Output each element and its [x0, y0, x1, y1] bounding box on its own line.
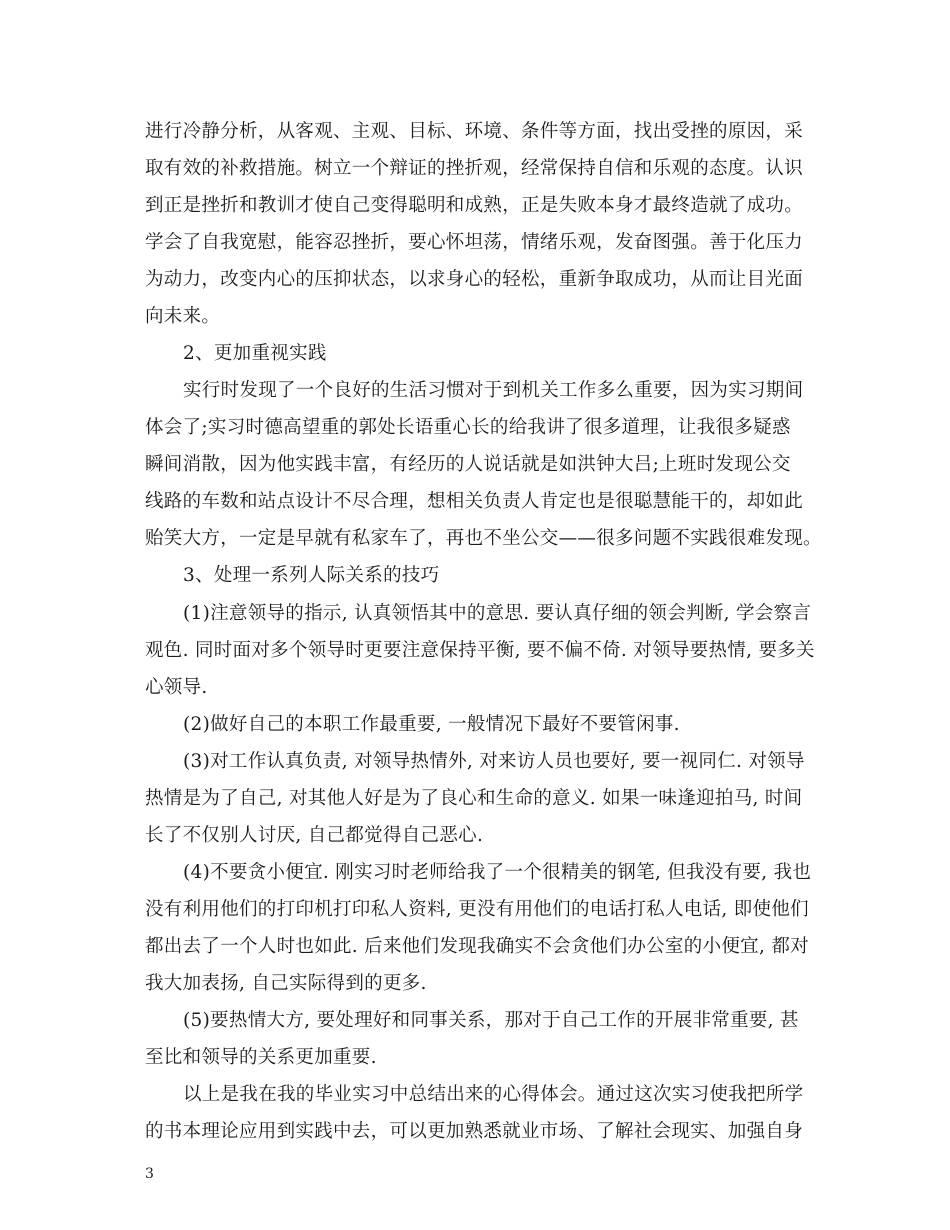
text-line: 瞬间消散，因为他实践丰富，有经历的人说话就是如洪钟大吕;上班时发现公交	[145, 454, 791, 475]
text-line: 向未来。	[145, 306, 221, 327]
section-heading: 2、更加重视实践	[183, 343, 327, 364]
text-line: 线路的车数和站点设计不尽合理，想相关负责人肯定也是很聪慧能干的，却如此	[145, 491, 804, 512]
text-line: 至比和领导的关系更加重要.	[145, 1047, 377, 1068]
text-line: (3)对工作认真负责, 对领导热情外, 对来访人员也要好, 要一视同仁. 对领导	[183, 751, 805, 772]
text-line: 进行冷静分析，从客观、主观、目标、环境、条件等方面，找出受挫的原因，采	[145, 121, 804, 142]
text-line: (1)注意领导的指示, 认真领悟其中的意思. 要认真仔细的领会判断, 学会察言	[183, 603, 812, 624]
text-line: 贻笑大方，一定是早就有私家车了，再也不坐公交——很多问题不实践很难发现。	[145, 528, 822, 549]
page-number: 3	[145, 1166, 154, 1182]
text-line: 观色. 同时面对多个领导时更要注意保持平衡, 要不偏不倚. 对领导要热情, 要多关	[145, 640, 815, 661]
text-line: 都出去了一个人时也如此. 后来他们发现我确实不会贪他们办公室的小便宜, 都对	[145, 936, 809, 957]
text-line: 以上是我在我的毕业实习中总结出来的心得体会。通过这次实习使我把所学	[183, 1084, 804, 1105]
text-line: 没有利用他们的打印机打印私人资料, 更没有用他们的电话打私人电话, 即使他们	[145, 899, 809, 920]
text-line: 学会了自我宽慰，能容忍挫折，要心怀坦荡，情绪乐观，发奋图强。善于化压力	[145, 232, 804, 253]
section-heading: 3、处理一系列人际关系的技巧	[183, 565, 440, 586]
text-line: 实行时发现了一个良好的生活习惯对于到机关工作多么重要，因为实习期间	[183, 380, 804, 401]
text-line: 体会了;实习时德高望重的郭处长语重心长的给我讲了很多道理，让我很多疑惑	[145, 417, 791, 438]
text-line: 取有效的补救措施。树立一个辩证的挫折观，经常保持自信和乐观的态度。认识	[145, 158, 804, 179]
text-line: 长了不仅别人讨厌, 自己都觉得自己恶心.	[145, 825, 484, 846]
text-line: 热情是为了自己, 对其他人好是为了良心和生命的意义. 如果一味逢迎拍马, 时间	[145, 788, 803, 809]
text-line: 到正是挫折和教训才使自己变得聪明和成熟，正是失败本身才最终造就了成功。	[145, 195, 804, 216]
text-line: 心领导.	[145, 677, 208, 698]
text-line: 的书本理论应用到实践中去，可以更加熟悉就业市场、了解社会现实、加强自身	[145, 1121, 804, 1142]
text-line: (5)要热情大方, 要处理好和同事关系，那对于自己工作的开展非常重要, 甚	[183, 1010, 799, 1031]
text-line: 我大加表扬, 自己实际得到的更多.	[145, 973, 427, 994]
text-line: 为动力，改变内心的压抑状态，以求身心的轻松，重新争取成功，从而让目光面	[145, 269, 804, 290]
text-line: (2)做好自己的本职工作最重要, 一般情况下最好不要管闲事.	[183, 714, 680, 735]
text-line: (4)不要贪小便宜. 刚实习时老师给我了一个很精美的钢笔, 但我没有要, 我也	[183, 862, 812, 883]
